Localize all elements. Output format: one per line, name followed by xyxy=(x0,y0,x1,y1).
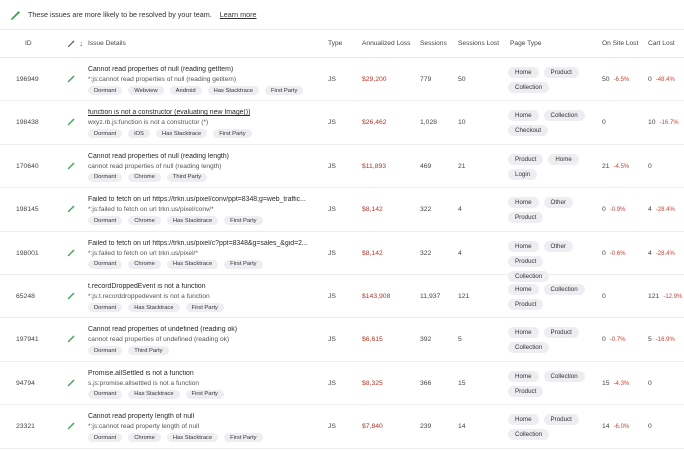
cart-lost-value: 121 xyxy=(648,293,660,300)
cart-lost xyxy=(648,119,679,126)
issue-id: 198438 xyxy=(16,119,39,127)
tag-badge: iOS xyxy=(128,129,150,138)
table-row[interactable] xyxy=(0,362,684,405)
info-banner xyxy=(0,0,684,30)
on-site-lost-value: 50 xyxy=(602,76,610,83)
cart-lost-delta: -28.4% xyxy=(655,207,675,214)
sessions-lost: 21 xyxy=(458,162,466,170)
cart-lost-value: 5 xyxy=(648,336,652,344)
tag-badge: Has Stacktrace xyxy=(167,433,218,442)
sessions-lost: 4 xyxy=(458,249,462,257)
on-site-lost-delta: -6.5% xyxy=(613,77,630,83)
cart-lost-value: 0 xyxy=(648,162,652,170)
issue-tags xyxy=(88,129,252,138)
page-type-pill: Collection xyxy=(508,429,549,440)
issue-title[interactable]: function is not a constructor (evaluating new Image()) xyxy=(88,109,251,117)
page-type-pill: Collection xyxy=(544,110,585,121)
sessions-count: 322 xyxy=(420,206,432,214)
wand-icon xyxy=(67,378,76,387)
cart-lost-delta: -16.7% xyxy=(659,120,679,127)
issue-title[interactable]: Cannot read properties of null (reading getItem) xyxy=(88,66,234,73)
page-types xyxy=(508,110,588,136)
wand-icon xyxy=(67,161,76,170)
tag-badge: Dormant xyxy=(88,390,122,399)
tag-badge: Has Stacktrace xyxy=(167,216,218,225)
sessions-count: 1,028 xyxy=(420,119,438,127)
sessions-lost: 14 xyxy=(458,423,466,431)
issue-tags xyxy=(88,303,224,312)
wand-icon xyxy=(10,9,22,21)
cart-lost-value: 0 xyxy=(648,76,652,83)
on-site-lost-delta: -0.9% xyxy=(609,207,626,214)
on-site-lost xyxy=(602,76,629,83)
page-type-pill: Checkout xyxy=(508,125,548,136)
cart-lost-value: 10 xyxy=(648,119,656,127)
tag-badge: First Party xyxy=(224,260,262,269)
sessions-lost: 5 xyxy=(458,336,462,344)
issue-type: JS xyxy=(328,336,336,344)
on-site-lost xyxy=(602,119,606,126)
tag-badge: Dormant xyxy=(88,86,122,95)
tag-badge: Chrome xyxy=(128,260,161,269)
page-type-pill: Product xyxy=(508,212,543,223)
issue-title[interactable]: Cannot read properties of undefined (reading ok) xyxy=(88,326,238,334)
page-types xyxy=(508,284,588,310)
tag-badge: Dormant xyxy=(88,129,122,138)
page-type-pill: Product xyxy=(544,327,579,338)
table-row[interactable] xyxy=(0,145,684,188)
table-row[interactable] xyxy=(0,58,684,101)
annualized-loss: $7,840 xyxy=(362,423,383,431)
tag-badge: Has Stacktrace xyxy=(208,86,259,95)
issue-title[interactable]: Failed to fetch on url https://trkn.us/pixel/c?ppt=8348&g=sales_&gid=2... xyxy=(88,239,308,247)
cart-lost xyxy=(648,293,682,300)
on-site-lost xyxy=(602,380,629,387)
issue-id: 94794 xyxy=(16,379,35,387)
page-type-pill: Login xyxy=(508,169,537,180)
page-types xyxy=(508,197,588,223)
annualized-loss: $11,893 xyxy=(362,162,387,170)
page-types xyxy=(508,327,588,353)
col-issue-details[interactable]: Issue Details xyxy=(88,40,126,47)
page-type-pill: Other xyxy=(544,241,573,252)
annualized-loss: $8,142 xyxy=(362,206,383,214)
col-cart-lost[interactable]: Cart Lost xyxy=(648,40,675,47)
issue-title[interactable]: Failed to fetch on url https://trkn.us/pixel/conv/ppt=8348;g=web_traffic... xyxy=(88,196,306,204)
table-row[interactable] xyxy=(0,405,684,448)
cart-lost xyxy=(648,206,675,213)
page-type-pill: Collection xyxy=(544,371,585,382)
issues-table xyxy=(0,30,684,441)
wand-icon xyxy=(67,334,76,343)
col-page-type[interactable]: Page Type xyxy=(510,40,542,47)
on-site-lost xyxy=(602,293,606,300)
issue-title[interactable]: t.recordDroppedEvent is not a function xyxy=(88,283,206,290)
issue-tags xyxy=(88,86,303,95)
sessions-lost: 50 xyxy=(458,76,466,83)
tag-badge: First Party xyxy=(224,433,262,442)
on-site-lost-delta: -4.5% xyxy=(613,163,630,170)
tag-badge: Chrome xyxy=(128,216,161,225)
cart-lost-delta: -48.4% xyxy=(655,77,675,83)
page-type-pill: Product xyxy=(508,299,543,310)
tag-badge: Third Party xyxy=(167,173,207,182)
col-sessions[interactable]: Sessions xyxy=(420,40,447,47)
issue-tags xyxy=(88,260,263,269)
tag-badge: Third Party xyxy=(128,346,168,355)
learn-more-link[interactable]: Learn more xyxy=(219,10,257,19)
page-type-pill: Home xyxy=(508,284,539,295)
sort-desc-icon[interactable]: ↓ xyxy=(79,39,83,48)
issue-subtitle: cannot read properties of null (reading length) xyxy=(88,162,222,170)
on-site-lost xyxy=(602,206,625,213)
sessions-count: 322 xyxy=(420,249,432,257)
annualized-loss: $26,462 xyxy=(362,119,387,127)
tag-badge: Dormant xyxy=(88,173,122,182)
wand-icon xyxy=(67,204,76,213)
page-type-pill: Collection xyxy=(508,82,549,93)
issue-id: 198145 xyxy=(16,206,39,214)
annualized-loss: $8,142 xyxy=(362,249,383,257)
issue-type: JS xyxy=(328,423,336,431)
cart-lost xyxy=(648,380,652,387)
table-row[interactable] xyxy=(0,275,684,318)
page-type-pill: Home xyxy=(508,327,539,338)
wand-filter-icon[interactable] xyxy=(67,39,76,48)
cart-lost xyxy=(648,336,675,343)
page-type-pill: Home xyxy=(508,197,539,208)
issue-id: 65248 xyxy=(16,293,35,300)
on-site-lost-delta: -4.3% xyxy=(613,380,630,387)
page-type-pill: Home xyxy=(548,154,579,165)
on-site-lost-value: 0 xyxy=(602,249,606,257)
issue-tags xyxy=(88,433,263,442)
table-row[interactable] xyxy=(0,101,684,144)
sessions-count: 366 xyxy=(420,379,432,387)
on-site-lost-delta: -0.7% xyxy=(609,337,626,344)
issue-id: 198001 xyxy=(16,249,39,257)
issue-id: 197941 xyxy=(16,336,39,344)
page-type-pill: Collection xyxy=(544,284,585,295)
issue-subtitle: *:js:cannot read property length of null xyxy=(88,423,200,431)
page-type-pill: Product xyxy=(508,256,543,267)
page-type-pill: Home xyxy=(508,67,539,78)
table-row[interactable] xyxy=(0,188,684,231)
page-type-pill: Product xyxy=(544,414,579,425)
tag-badge: Android xyxy=(170,86,202,95)
tag-badge: Dormant xyxy=(88,346,122,355)
annualized-loss: $143,908 xyxy=(362,293,391,300)
page-type-pill: Home xyxy=(508,241,539,252)
issue-id: 23321 xyxy=(16,423,35,431)
page-type-pill: Product xyxy=(508,386,543,397)
issue-id: 170640 xyxy=(16,162,39,170)
issue-type: JS xyxy=(328,162,336,170)
sessions-count: 469 xyxy=(420,162,432,170)
tag-badge: Webview xyxy=(128,86,163,95)
tag-badge: Chrome xyxy=(128,433,161,442)
tag-badge: First Party xyxy=(213,129,251,138)
col-annualized-loss[interactable]: Annualized Loss xyxy=(362,40,411,47)
page-type-pill: Home xyxy=(508,371,539,382)
cart-lost xyxy=(648,250,675,257)
tag-badge: First Party xyxy=(186,303,224,312)
page-type-pill: Home xyxy=(508,414,539,425)
sessions-lost: 15 xyxy=(458,379,466,387)
on-site-lost-value: 15 xyxy=(602,379,610,387)
sessions-count: 779 xyxy=(420,76,432,83)
page-types xyxy=(508,414,588,440)
on-site-lost-delta: -6.0% xyxy=(613,424,630,431)
annualized-loss: $8,325 xyxy=(362,379,383,387)
tag-badge: Chrome xyxy=(128,173,161,182)
banner-message: These issues are more likely to be resolved by your team. xyxy=(28,10,212,19)
issue-tags xyxy=(88,173,207,182)
issue-subtitle: cannot read properties of undefined (reading ok) xyxy=(88,336,230,344)
on-site-lost xyxy=(602,336,625,343)
issue-tags xyxy=(88,390,224,399)
tag-badge: Dormant xyxy=(88,260,122,269)
wand-icon xyxy=(67,117,76,126)
tag-badge: Has Stacktrace xyxy=(167,260,218,269)
on-site-lost xyxy=(602,163,629,170)
issue-title[interactable]: Cannot read properties of null (reading length) xyxy=(88,152,229,160)
sessions-lost: 4 xyxy=(458,206,462,214)
col-on-site-lost[interactable]: On Site Lost xyxy=(602,40,639,47)
on-site-lost-value: 0 xyxy=(602,293,606,300)
page-type-pill: Collection xyxy=(508,342,549,353)
tag-badge: Dormant xyxy=(88,216,122,225)
table-row[interactable] xyxy=(0,232,684,280)
col-id[interactable]: ID xyxy=(25,40,32,47)
tag-badge: Dormant xyxy=(88,433,122,442)
page-type-pill: Other xyxy=(544,197,573,208)
issue-type: JS xyxy=(328,206,336,214)
page-type-pill: Collection xyxy=(508,271,549,282)
on-site-lost-value: 0 xyxy=(602,336,606,344)
table-header xyxy=(0,30,684,58)
issue-title[interactable]: Promise.allSettled is not a function xyxy=(88,369,194,377)
on-site-lost xyxy=(602,250,625,257)
tag-badge: Has Stacktrace xyxy=(156,129,207,138)
wand-icon xyxy=(67,248,76,257)
cart-lost xyxy=(648,163,652,170)
cart-lost-value: 4 xyxy=(648,206,652,214)
annualized-loss: $29,200 xyxy=(362,76,387,83)
table-row[interactable] xyxy=(0,318,684,361)
page-type-pill: Product xyxy=(544,67,579,78)
on-site-lost-value: 0 xyxy=(602,206,606,214)
cart-lost xyxy=(648,76,675,83)
on-site-lost-delta: -0.6% xyxy=(609,250,626,257)
sessions-count: 392 xyxy=(420,336,432,344)
cart-lost-delta: -16.9% xyxy=(655,337,675,344)
page-types xyxy=(508,67,588,93)
issue-subtitle: *:js:failed to fetch on url trkn.us/pixel/* xyxy=(88,249,198,257)
cart-lost xyxy=(648,423,652,430)
wand-icon xyxy=(67,291,76,300)
issue-subtitle: *:js:failed to fetch on url trkn.us/pixel/conv/* xyxy=(88,206,214,214)
cart-lost-value: 4 xyxy=(648,249,652,257)
sessions-count: 11,937 xyxy=(420,293,441,300)
cart-lost-delta: -12.9% xyxy=(663,294,683,300)
cart-lost-value: 0 xyxy=(648,423,652,431)
col-sessions-lost[interactable]: Sessions Lost xyxy=(458,40,500,47)
issue-type: JS xyxy=(328,293,336,300)
tag-badge: First Party xyxy=(186,390,224,399)
on-site-lost-value: 21 xyxy=(602,162,610,170)
tag-badge: Has Stacktrace xyxy=(128,390,179,399)
wand-icon xyxy=(67,421,76,430)
sessions-count: 239 xyxy=(420,423,432,431)
on-site-lost-value: 14 xyxy=(602,423,610,431)
sessions-lost: 121 xyxy=(458,293,470,300)
issue-subtitle: *:js:cannot read properties of null (reading getitem) xyxy=(88,76,237,83)
page-type-pill: Product xyxy=(508,154,543,165)
cart-lost-value: 0 xyxy=(648,379,652,387)
sessions-lost: 10 xyxy=(458,119,466,127)
tag-badge: First Party xyxy=(265,86,303,95)
cart-lost-delta: -28.4% xyxy=(655,250,675,257)
issue-title[interactable]: Cannot read property length of null xyxy=(88,413,195,421)
issue-subtitle: *:js:t.recorddroppedevent is not a function xyxy=(88,293,210,300)
issue-tags xyxy=(88,346,169,355)
on-site-lost xyxy=(602,423,629,430)
annualized-loss: $6,615 xyxy=(362,336,383,344)
issue-subtitle: s.js:promise.allsettled is not a function xyxy=(88,379,200,387)
tag-badge: Has Stacktrace xyxy=(128,303,179,312)
issue-subtitle: wxyz.rb.js:function is not a constructor (*) xyxy=(88,119,209,127)
issue-id: 196949 xyxy=(16,76,39,83)
issue-tags xyxy=(88,216,263,225)
wand-icon xyxy=(67,74,76,83)
tag-badge: Dormant xyxy=(88,303,122,312)
issue-type: JS xyxy=(328,119,336,127)
tag-badge: First Party xyxy=(224,216,262,225)
page-types xyxy=(508,371,588,397)
col-type[interactable]: Type xyxy=(328,40,343,47)
page-types xyxy=(508,154,588,180)
issue-type: JS xyxy=(328,379,336,387)
page-type-pill: Home xyxy=(508,110,539,121)
issue-type: JS xyxy=(328,76,336,83)
issue-type: JS xyxy=(328,249,336,257)
on-site-lost-value: 0 xyxy=(602,119,606,127)
